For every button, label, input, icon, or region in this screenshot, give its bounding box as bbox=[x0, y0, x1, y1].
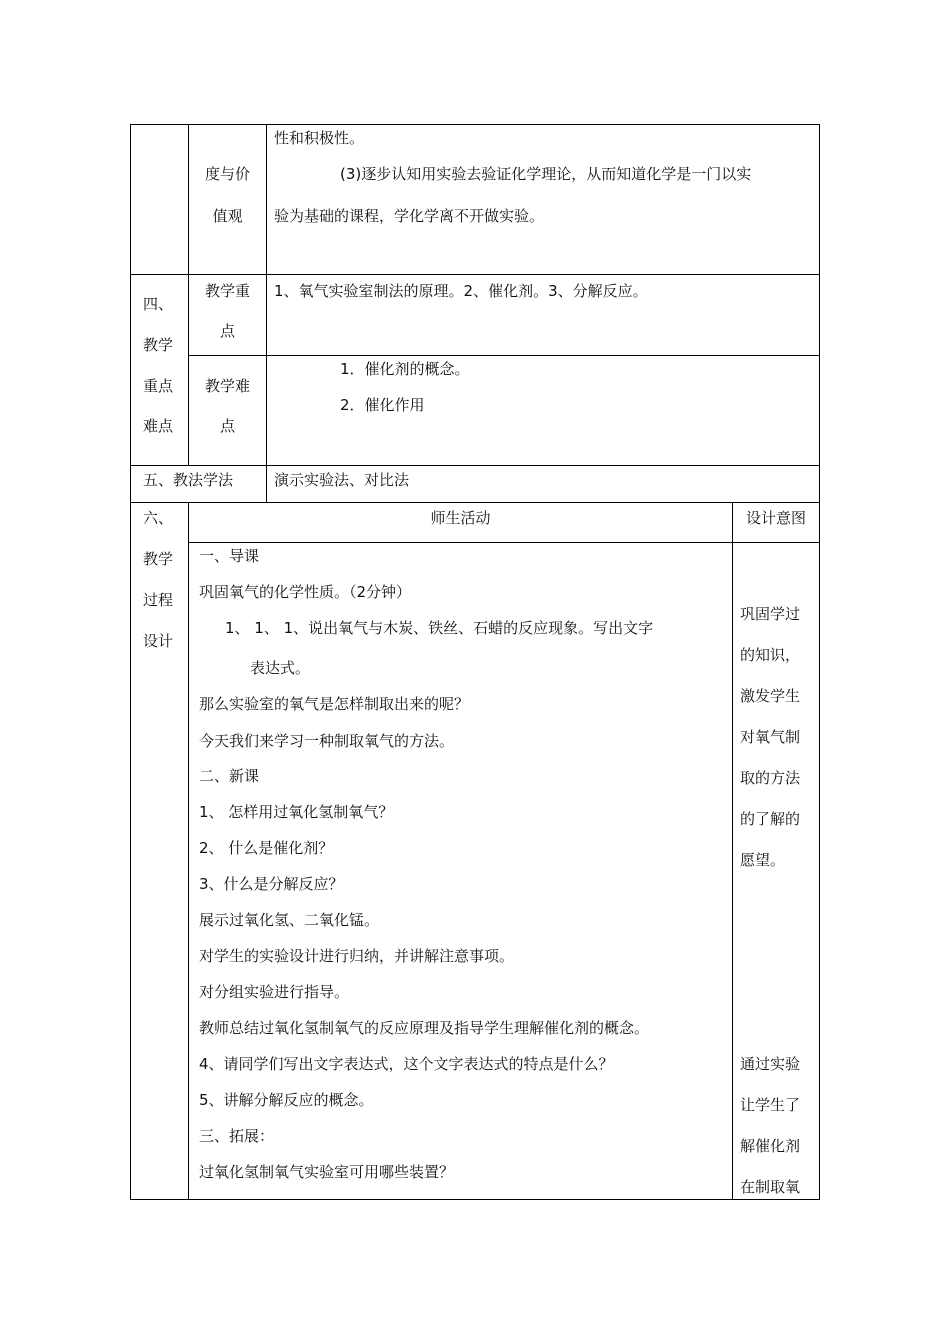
activity-line: 二、新课 bbox=[199, 767, 260, 785]
table-border-bottom bbox=[130, 1199, 820, 1200]
difficulty-label-line: 点 bbox=[219, 417, 235, 435]
activity-line: 3、什么是分解反应？ bbox=[199, 875, 344, 893]
row-divider bbox=[188, 542, 820, 543]
intent-line: 愿望。 bbox=[740, 851, 786, 869]
activity-line: 1、 怎样用过氧化氢制氧气？ bbox=[199, 803, 394, 821]
difficulty-item: 1．催化剂的概念。 bbox=[340, 360, 470, 378]
table-border-top bbox=[130, 124, 820, 125]
activity-line: 1、 1、 1、说出氧气与木炭、铁丝、石蜡的反应现象。写出文字 bbox=[225, 619, 654, 637]
key-points-label-line: 教学重 bbox=[204, 282, 250, 300]
row-divider bbox=[188, 355, 820, 356]
intent-column-header: 设计意图 bbox=[745, 509, 806, 527]
difficulty-label-line: 教学难 bbox=[204, 377, 250, 395]
activity-column-header: 师生活动 bbox=[430, 509, 491, 527]
attitude-text-line: (3)逐步认知用实验去验证化学理论，从而知道化学是一门以实 bbox=[340, 165, 752, 183]
activity-line: 一、导课 bbox=[199, 547, 260, 565]
activity-line: 三、拓展： bbox=[199, 1127, 275, 1145]
difficulty-item: 2．催化作用 bbox=[340, 396, 425, 414]
activity-line: 对学生的实验设计进行归纳，并讲解注意事项。 bbox=[199, 947, 515, 965]
section6-title-line: 教学 bbox=[143, 550, 174, 568]
intent-line: 取的方法 bbox=[740, 769, 801, 787]
row-divider bbox=[130, 274, 820, 275]
section6-title-line: 六、 bbox=[143, 509, 174, 527]
key-points-label-line: 点 bbox=[219, 322, 235, 340]
attitude-label-line2: 值观 bbox=[212, 207, 243, 225]
section4-title-line: 教学 bbox=[143, 336, 174, 354]
intent-line: 巩固学过 bbox=[740, 605, 801, 623]
intent-line: 的知识， bbox=[740, 646, 801, 664]
attitude-text-line: 验为基础的课程，学化学离不开做实验。 bbox=[274, 207, 545, 225]
activity-line: 5、讲解分解反应的概念。 bbox=[199, 1091, 374, 1109]
activity-line: 教师总结过氧化氢制氧气的反应原理及指导学生理解催化剂的概念。 bbox=[199, 1019, 650, 1037]
column-divider bbox=[732, 502, 733, 1200]
column-divider bbox=[188, 502, 189, 1200]
activity-line: 过氧化氢制氧气实验室可用哪些装置？ bbox=[199, 1163, 455, 1181]
activity-line: 2、 什么是催化剂？ bbox=[199, 839, 334, 857]
intent-line: 在制取氧 bbox=[740, 1178, 801, 1196]
activity-line: 对分组实验进行指导。 bbox=[199, 983, 350, 1001]
section4-title-line: 四、 bbox=[143, 295, 174, 313]
attitude-label-line1: 度与价 bbox=[204, 165, 250, 183]
section6-title-line: 过程 bbox=[143, 591, 174, 609]
section4-title-line: 重点 bbox=[143, 377, 174, 395]
row-divider bbox=[130, 465, 820, 466]
key-points-content: 1、氧气实验室制法的原理。2、催化剂。3、分解反应。 bbox=[274, 282, 648, 300]
intent-line: 对氧气制 bbox=[740, 728, 801, 746]
intent-line: 通过实验 bbox=[740, 1055, 801, 1073]
section5-title: 五、教法学法 bbox=[143, 471, 234, 489]
table-border-left bbox=[130, 124, 131, 1200]
section5-content: 演示实验法、对比法 bbox=[274, 471, 410, 489]
intent-line: 解催化剂 bbox=[740, 1137, 801, 1155]
column-divider bbox=[266, 124, 267, 502]
activity-line: 巩固氧气的化学性质。（2分钟） bbox=[199, 583, 412, 601]
table-border-right bbox=[819, 124, 820, 1200]
activity-line: 表达式。 bbox=[250, 659, 311, 677]
intent-line: 的了解的 bbox=[740, 810, 801, 828]
section4-title-line: 难点 bbox=[143, 417, 174, 435]
activity-line: 那么实验室的氧气是怎样制取出来的呢？ bbox=[199, 695, 470, 713]
activity-line: 今天我们来学习一种制取氧气的方法。 bbox=[199, 732, 455, 750]
activity-line: 展示过氧化氢、二氧化锰。 bbox=[199, 911, 380, 929]
intent-line: 让学生了 bbox=[740, 1096, 801, 1114]
intent-line: 激发学生 bbox=[740, 687, 801, 705]
activity-line: 4、请同学们写出文字表达式，这个文字表达式的特点是什么？ bbox=[199, 1055, 614, 1073]
attitude-text-line: 性和积极性。 bbox=[274, 129, 365, 147]
section6-title-line: 设计 bbox=[143, 632, 174, 650]
row-divider bbox=[130, 502, 820, 503]
